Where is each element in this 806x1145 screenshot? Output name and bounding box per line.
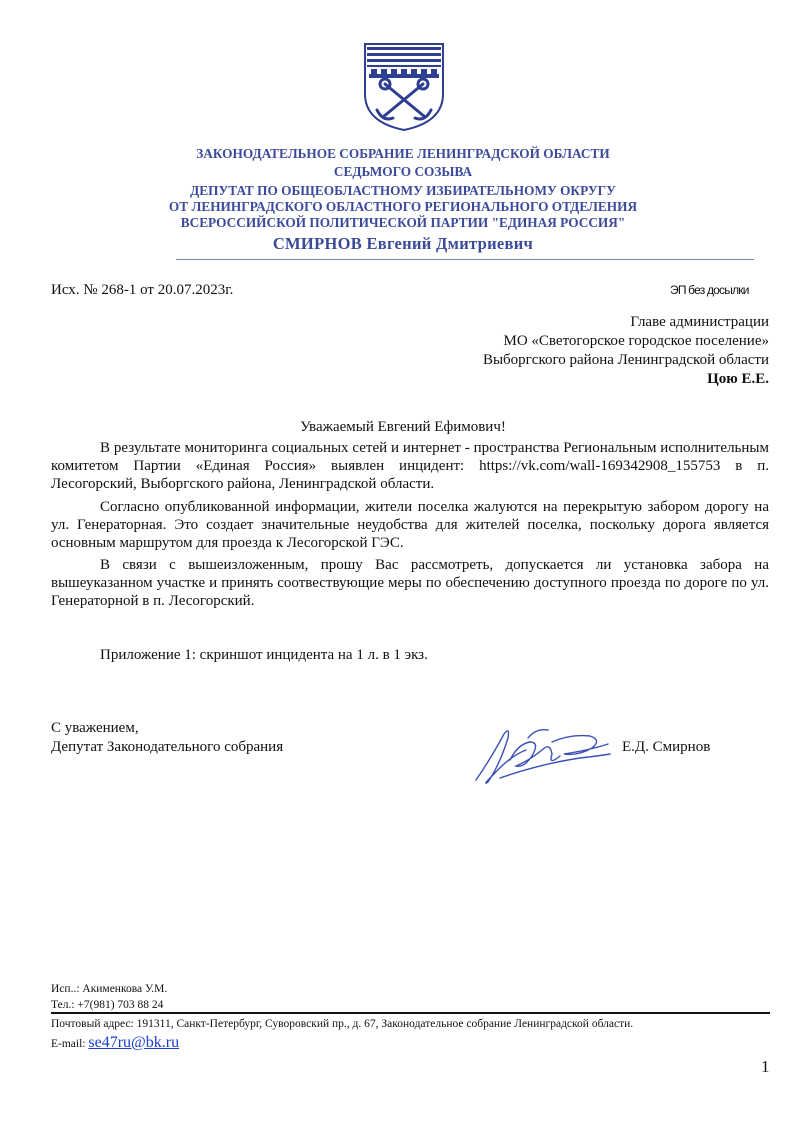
- outgoing-number: Исх. № 268-1 от 20.07.2023г.: [51, 282, 234, 298]
- handwritten-signature: [470, 720, 615, 788]
- footer-executor: Исп..: Акименкова У.М.: [51, 983, 168, 995]
- header-deputy-district: ДЕПУТАТ ПО ОБЩЕОБЛАСТНОМУ ИЗБИРАТЕЛЬНОМУ ОКРУГУ: [190, 183, 616, 198]
- salutation: Уважаемый Евгений Ефимович!: [300, 419, 506, 435]
- closing-signer-name: Е.Д. Смирнов: [622, 739, 711, 755]
- header-party: ВСЕРОССИЙСКОЙ ПОЛИТИЧЕСКОЙ ПАРТИИ "ЕДИНАЯ РОССИЯ": [180, 215, 626, 230]
- attachment-note: Приложение 1: скриншот инцидента на 1 л. в 1 экз.: [100, 647, 428, 663]
- addressee-region: Выборгского района Ленинградской области: [482, 352, 769, 368]
- header-regional-branch: ОТ ЛЕНИНГРАДСКОГО ОБЛАСТНОГО РЕГИОНАЛЬНОГО ОТДЕЛЕНИЯ: [168, 199, 638, 214]
- header-deputy-name: СМИРНОВ Евгений Дмитриевич: [272, 234, 534, 253]
- addressee-position: Главе администрации: [630, 314, 769, 330]
- addressee-organization: МО «Светогорское городское поселение»: [503, 333, 769, 349]
- delivery-stamp: ЭП без досылки: [670, 283, 749, 297]
- body-paragraph-request: В связи с вышеизложенным, прошу Вас рассмотреть, допускается ли установка забора на вышеуказанном участке и принять соотвествующие меры по обеспечению доступного проезда по дороге по ул. Генераторной в п. Лесогорский.: [51, 557, 769, 609]
- closing-position: Депутат Законодательного собрания: [51, 739, 284, 755]
- footer-divider: [51, 1012, 770, 1014]
- body-paragraph-incident: В результате мониторинга социальных сетей и интернет - пространства Региональным исполнительным комитетом Партии «Единая Россия» выявлен инцидент: https://vk.com/wall-169342908_155753 в п. Лесогорский, Выборгского района, Ленинградской области.: [51, 440, 769, 492]
- closing-regards: С уважением,: [51, 720, 139, 736]
- footer-email-label: E-mail:: [51, 1038, 86, 1050]
- header-divider: [176, 259, 754, 260]
- footer-phone: Тел.: +7(981) 703 88 24: [51, 999, 164, 1011]
- coat-of-arms-emblem: [363, 42, 445, 132]
- footer-email-row: [51, 1036, 179, 1051]
- footer-email-link[interactable]: se47ru@bk.ru: [88, 1034, 180, 1051]
- footer-address: Почтовый адрес: 191311, Санкт-Петербург, Суворовский пр., д. 67, Законодательное собрание Ленинградской области.: [51, 1018, 634, 1030]
- header-assembly-name: ЗАКОНОДАТЕЛЬНОЕ СОБРАНИЕ ЛЕНИНГРАДСКОЙ ОБЛАСТИ: [196, 146, 610, 161]
- header-convocation: СЕДЬМОГО СОЗЫВА: [333, 164, 473, 179]
- body-paragraph-complaints: Согласно опубликованной информации, жители поселка жалуются на перекрытую забором дорогу на ул. Генераторная. Это создает значительные неудобства для жителей поселка, поскольку дорога является основным маршрутом для проезда к Лесогорской ГЭС.: [51, 499, 769, 551]
- addressee-name: Цою Е.Е.: [707, 371, 769, 387]
- page-number: 1: [761, 1057, 770, 1076]
